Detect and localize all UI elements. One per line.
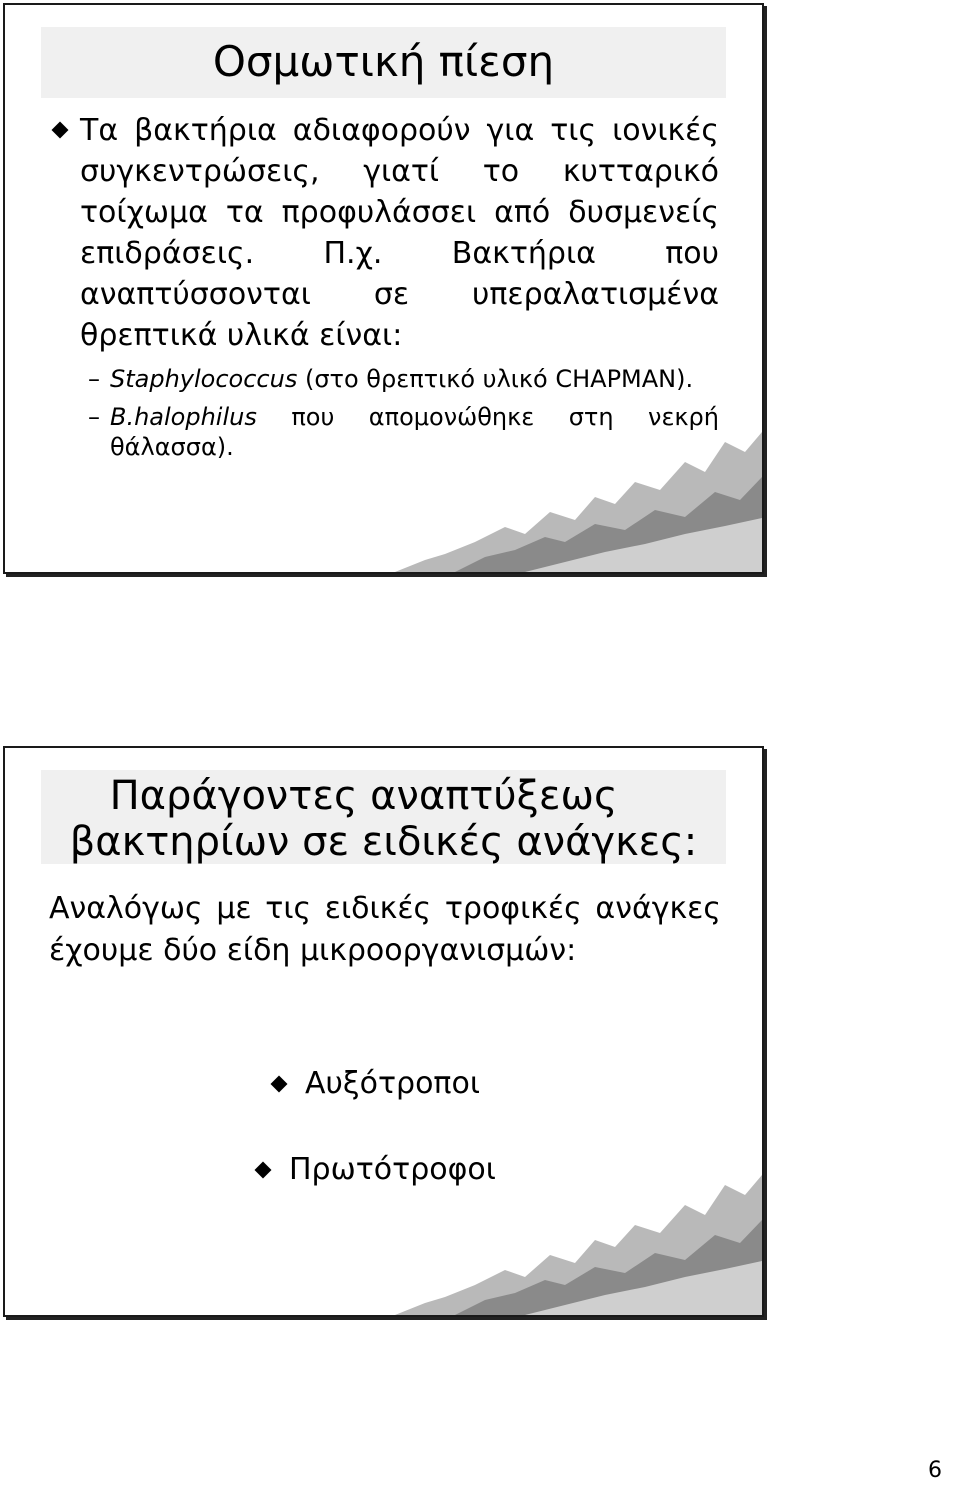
title-line-1: Παράγοντες αναπτύξεως: [109, 773, 618, 819]
species-name: B.halophilus: [110, 403, 257, 431]
dash-icon: –: [88, 365, 100, 393]
slide-title: Οσμωτική πίεση: [212, 37, 555, 86]
slide-2: [3, 746, 764, 1317]
slide-body: [52, 110, 719, 462]
sub-bullet-2: [52, 402, 719, 462]
list-item: [305, 1064, 480, 1104]
slide-1: [3, 3, 764, 574]
title-band: [41, 770, 726, 864]
list-item-label: Αυξότροποι: [305, 1066, 480, 1101]
sub-bullet-text: που απομονώθηκε στη νεκρή θάλασσα).: [110, 403, 719, 461]
dash-icon: –: [88, 403, 100, 431]
sub-bullet-1: [52, 364, 719, 394]
species-name: Staphylococcus: [110, 365, 298, 393]
bullet-text: Τα βακτήρια αδιαφορούν για τις ιονικές συγκεντρώσεις, γιατί το κυτταρικό τοίχωμα τα προφυλάσσει από δυσμενείς επιδράσεις. Π.χ. Βακτήρια που αναπτύσσονται σε υπεραλατισμένα θρεπτικά υλικά είναι:: [80, 113, 719, 353]
title-band: [41, 27, 726, 98]
slide-body: Αναλόγως με τις ειδικές τροφικές ανάγκες έχουμε δύο είδη μικροοργανισμών:: [49, 891, 721, 968]
page-number: 6: [928, 1458, 942, 1483]
sub-bullet-text: (στο θρεπτικό υλικό CHAPMAN).: [297, 365, 694, 393]
list-item: [289, 1150, 496, 1190]
list-item-label: Πρωτότροφοι: [289, 1152, 496, 1187]
diamond-bullet-icon: [271, 1076, 288, 1093]
title-line-2: βακτηρίων σε ειδικές ανάγκες:: [69, 819, 698, 865]
diamond-bullet-icon: [52, 122, 69, 139]
bullet-item: [52, 110, 719, 356]
slide-title: [41, 773, 726, 865]
